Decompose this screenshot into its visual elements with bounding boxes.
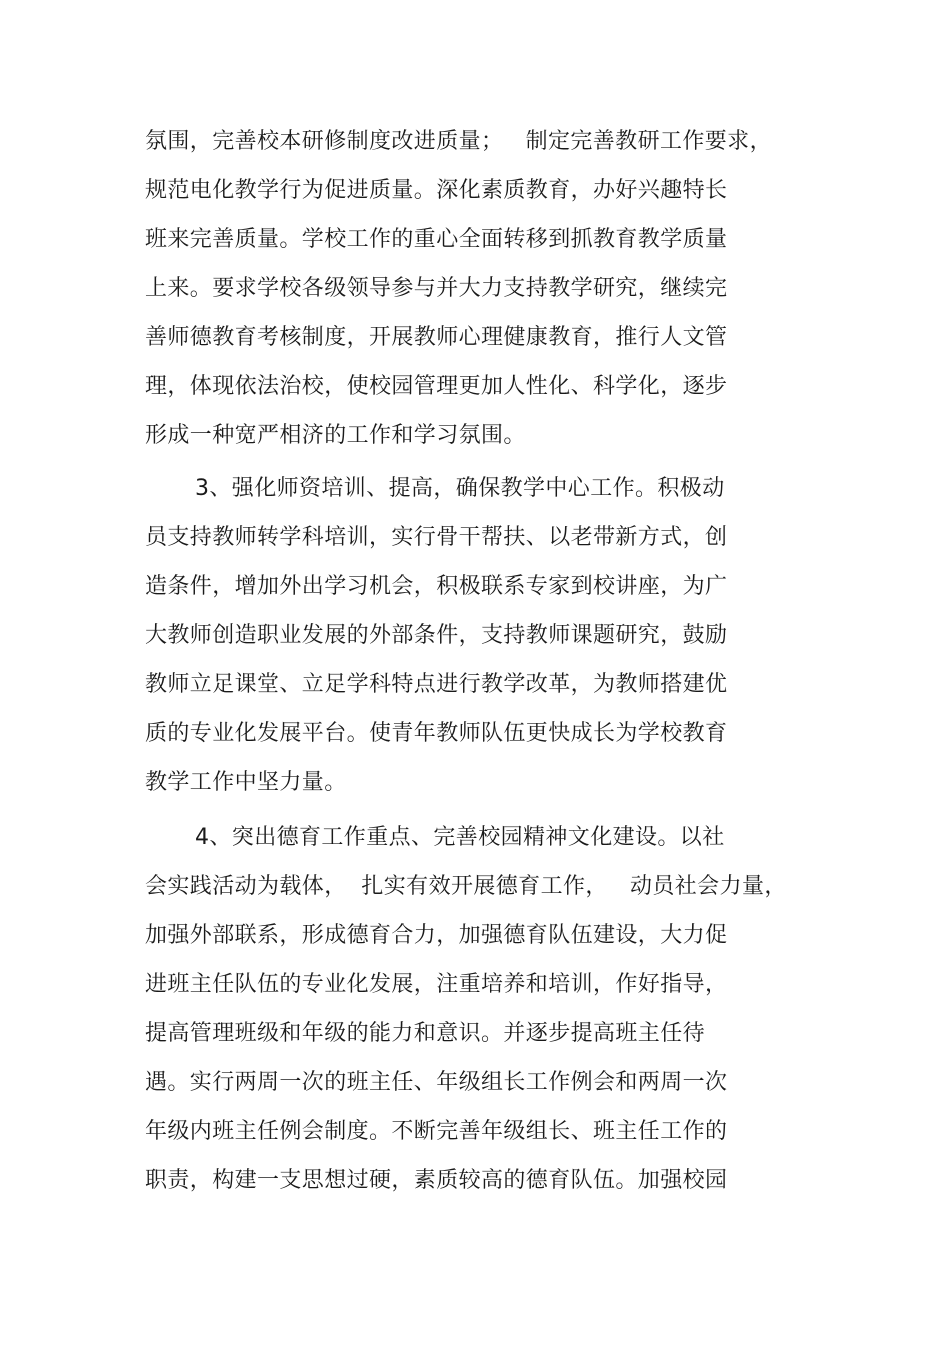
text-line-3: 班来完善质量。学校工作的重心全面转移到抓教育教学质量 (145, 227, 728, 252)
text-line-4: 上来。要求学校各级领导参与并大力支持教学研究，继续完 (145, 276, 728, 301)
text-line-20: 遇。实行两周一次的班主任、年级组长工作例会和两周一次 (145, 1070, 728, 1095)
text-line-1: 氛围，完善校本研修制度改进质量； 制定完善教研工作要求， (145, 129, 772, 154)
text-line-9: 员支持教师转学科培训，实行骨干帮扶、以老带新方式，创 (145, 525, 728, 550)
text-line-19: 提高管理班级和年级的能力和意识。并逐步提高班主任待 (145, 1021, 706, 1046)
text-line-18: 进班主任队伍的专业化发展，注重培养和培训，作好指导， (145, 972, 728, 997)
text-line-21: 年级内班主任例会制度。不断完善年级组长、班主任工作的 (145, 1119, 728, 1144)
text-line-14: 教学工作中坚力量。 (145, 770, 347, 795)
text-line-7: 形成一种宽严相济的工作和学习氛围。 (145, 423, 526, 448)
text-line-12: 教师立足课堂、立足学科特点进行教学改革，为教师搭建优 (145, 672, 728, 697)
text-line-13: 质的专业化发展平台。使青年教师队伍更快成长为学校教育 (145, 721, 728, 746)
text-line-2: 规范电化教学行为促进质量。深化素质教育，办好兴趣特长 (145, 178, 728, 203)
text-line-16: 会实践活动为载体， 扎实有效开展德育工作， 动员社会力量， (145, 874, 787, 899)
text-line-15: 4、突出德育工作重点、完善校园精神文化建设。以社 (195, 825, 725, 850)
text-line-8: 3、强化师资培训、提高，确保教学中心工作。积极动 (195, 476, 725, 501)
text-line-11: 大教师创造职业发展的外部条件，支持教师课题研究，鼓励 (145, 623, 728, 648)
text-line-17: 加强外部联系，形成德育合力，加强德育队伍建设，大力促 (145, 923, 728, 948)
text-line-5: 善师德教育考核制度，开展教师心理健康教育，推行人文管 (145, 325, 728, 350)
text-line-6: 理，体现依法治校，使校园管理更加人性化、科学化，逐步 (145, 374, 728, 399)
text-line-22: 职责，构建一支思想过硬，素质较高的德育队伍。加强校园 (145, 1168, 728, 1193)
text-line-10: 造条件，增加外出学习机会，积极联系专家到校讲座，为广 (145, 574, 728, 599)
